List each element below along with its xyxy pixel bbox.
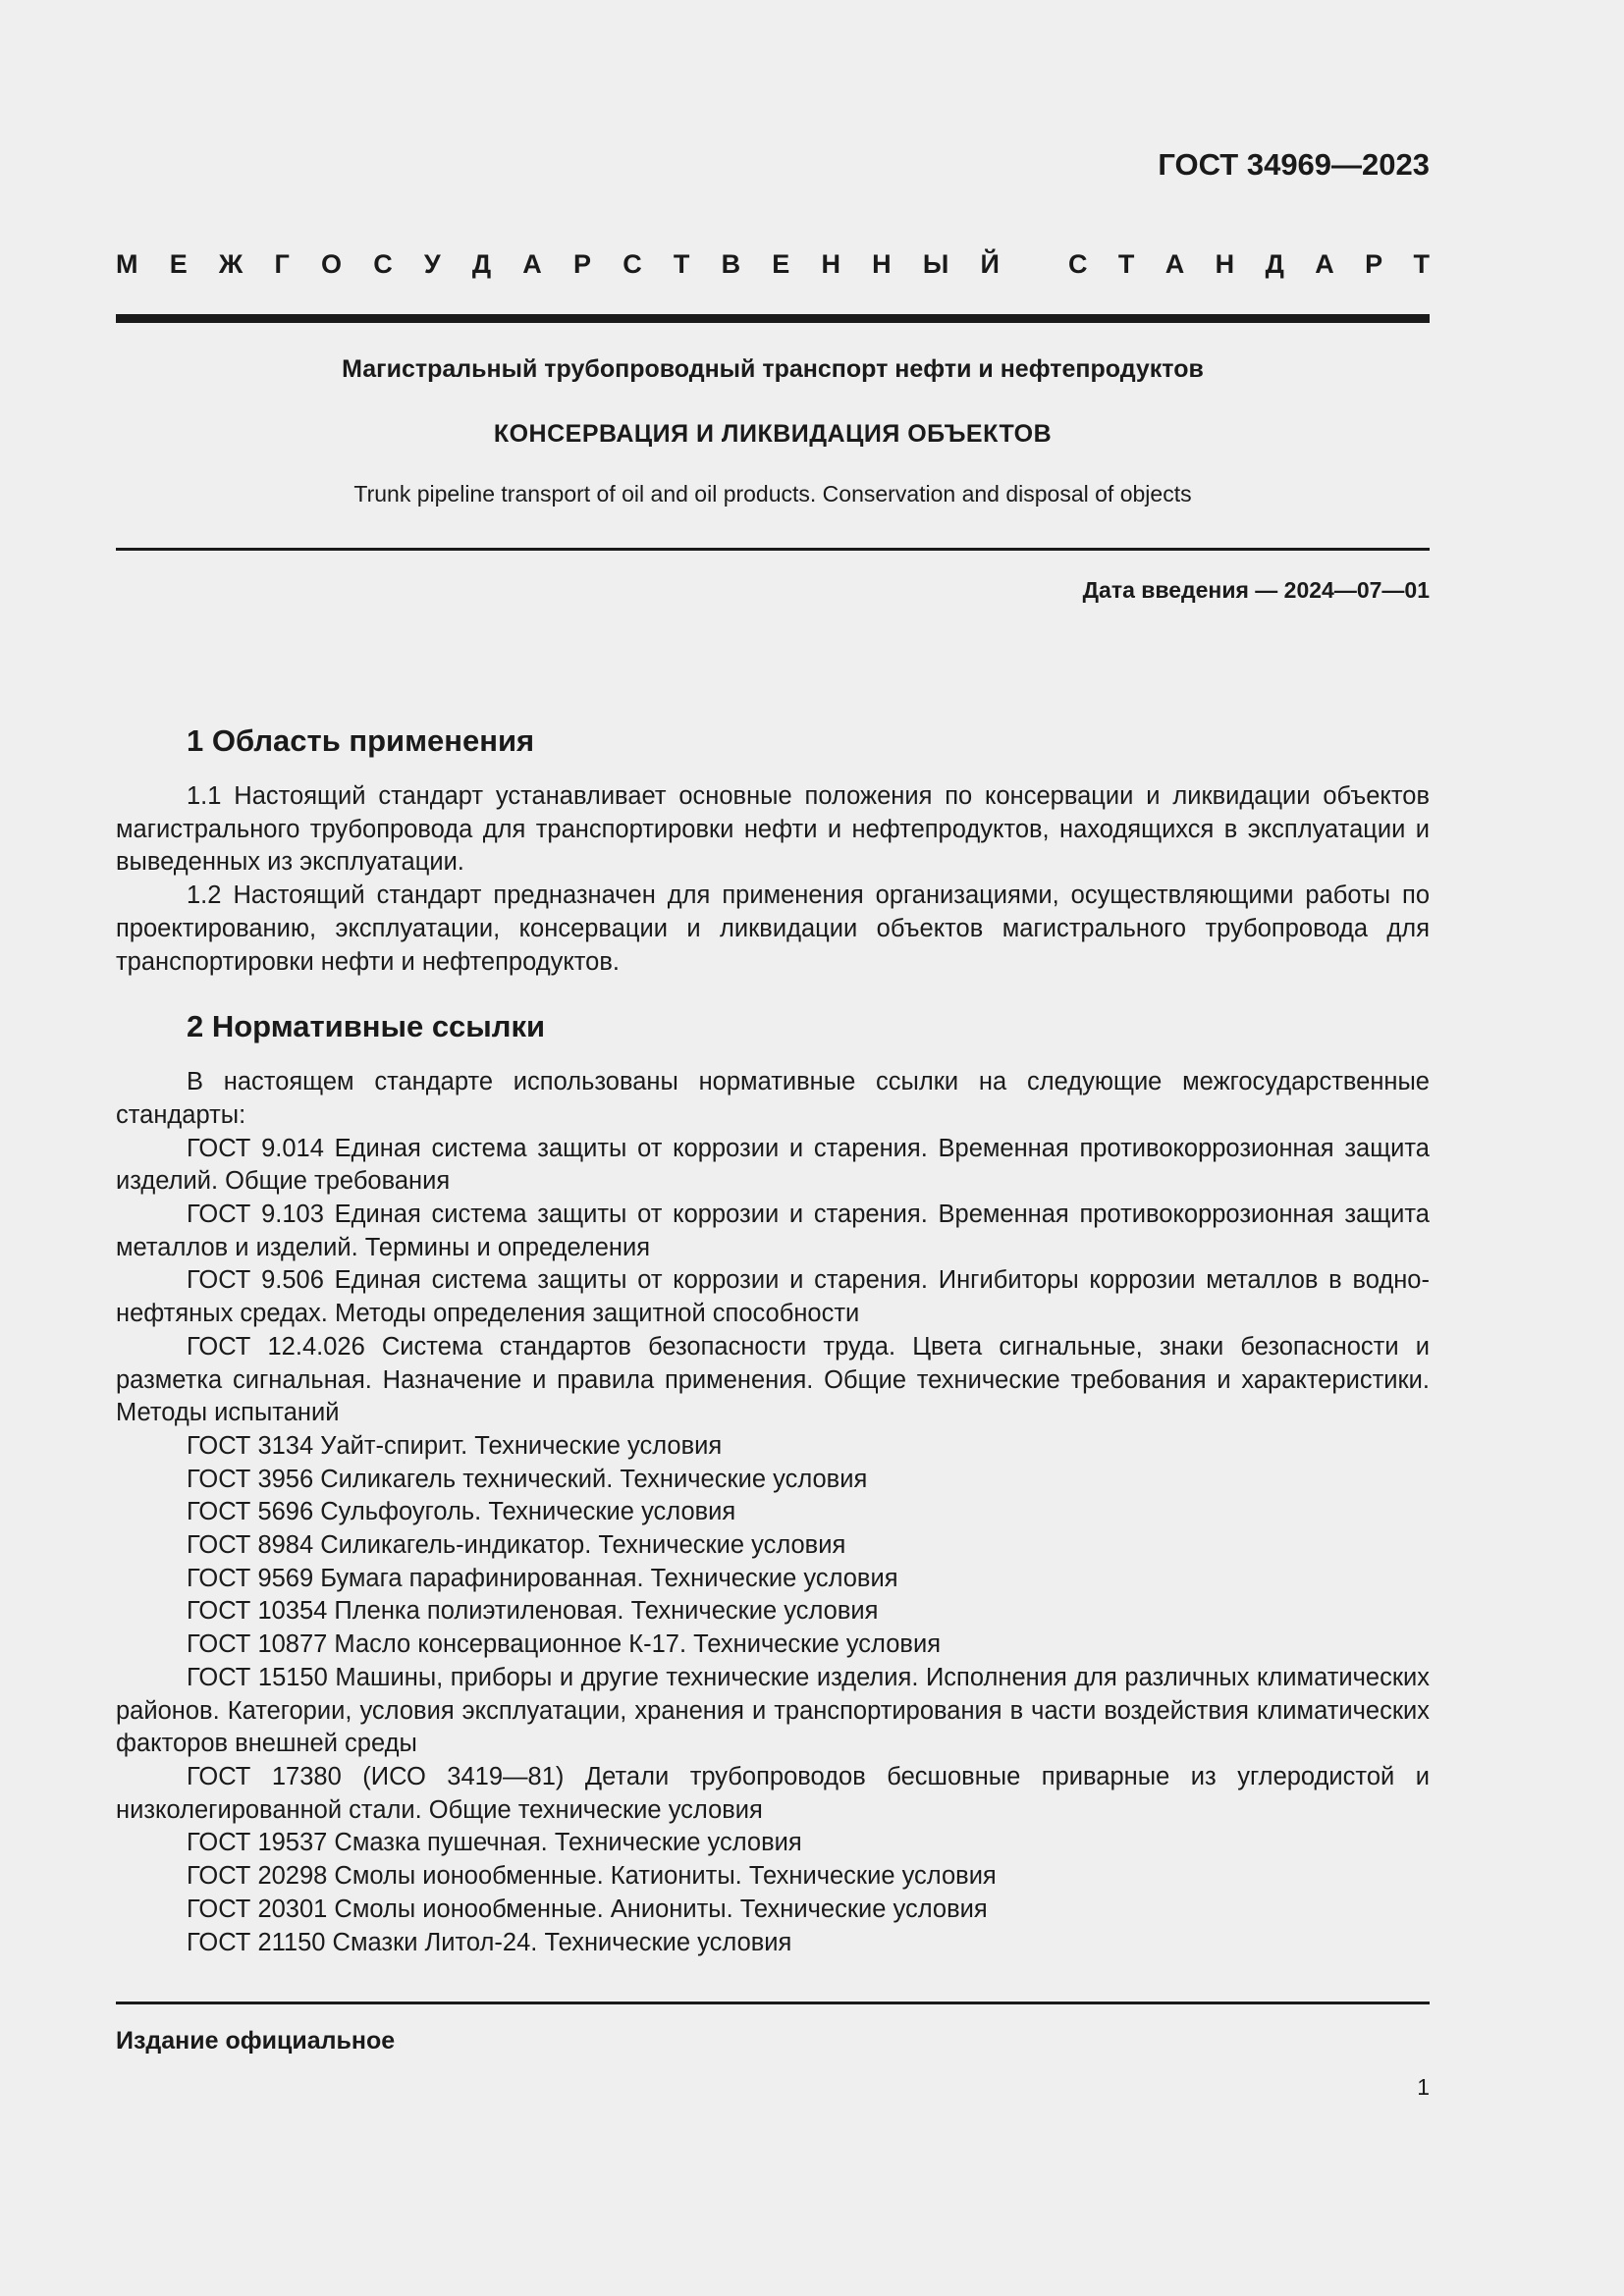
reference-item: ГОСТ 17380 (ИСО 3419—81) Детали трубопроводов бесшовные приварные из углеродистой и низколегированной стали. Общие технические условия (116, 1762, 1430, 1824)
banner-letter: Ж (218, 249, 244, 279)
introduction-date: Дата введения — 2024—07—01 (1082, 577, 1430, 603)
banner-letter: С (373, 249, 393, 279)
document-title-english: Trunk pipeline transport of oil and oil products. Conservation and disposal of objects (353, 481, 1192, 507)
reference-item: ГОСТ 19537 Смазка пушечная. Технические условия (187, 1829, 802, 1857)
banner-letter: Й (980, 249, 1000, 279)
banner-letter: Е (772, 249, 790, 279)
reference-item: ГОСТ 15150 Машины, приборы и другие технические изделия. Исполнения для различных климатических районов. Категории, условия эксплуатации, хранения и транспортирования в части воздействия климатических факторов внешней среды (116, 1663, 1430, 1758)
reference-item: ГОСТ 21150 Смазки Литол-24. Технические условия (187, 1928, 792, 1956)
reference-item: ГОСТ 9.014 Единая система защиты от коррозии и старения. Временная противокоррозионная защита изделий. Общие требования (116, 1134, 1430, 1196)
reference-item: ГОСТ 5696 Сульфоуголь. Технические условия (187, 1498, 736, 1526)
banner-letter: А (1164, 249, 1185, 279)
banner-letter: А (1315, 249, 1334, 279)
banner-letter: В (721, 249, 741, 279)
banner-letter: Е (169, 249, 188, 279)
section-scope-body (116, 780, 1430, 979)
banner-letter: Д (471, 249, 492, 279)
banner-letter: Д (1265, 249, 1284, 279)
banner-letter: Т (1413, 249, 1430, 279)
page-number: 1 (1417, 2074, 1430, 2100)
banner-letter: Н (821, 249, 840, 279)
banner-letter: У (423, 249, 441, 279)
footer-divider (116, 2002, 1430, 2004)
reference-item: ГОСТ 9.103 Единая система защиты от коррозии и старения. Временная противокоррозионная защита металлов и изделий. Термины и определения (116, 1201, 1430, 1261)
banner-letter: С (623, 249, 642, 279)
reference-item: ГОСТ 8984 Силикагель-индикатор. Технические условия (187, 1531, 846, 1560)
title-divider (116, 548, 1430, 551)
document-number: ГОСТ 34969—2023 (1158, 147, 1430, 182)
banner-letter: А (522, 249, 542, 279)
reference-item: ГОСТ 20301 Смолы ионообменные. Аниониты. Технические условия (187, 1895, 988, 1923)
reference-item: ГОСТ 10354 Пленка полиэтиленовая. Технические условия (187, 1597, 879, 1626)
section-heading-references: 2 Нормативные ссылки (187, 1009, 546, 1044)
banner-letter: Н (872, 249, 892, 279)
banner-letter: Г (274, 249, 290, 279)
reference-item: ГОСТ 20298 Смолы ионообменные. Катиониты. Технические условия (187, 1862, 997, 1891)
reference-item: ГОСТ 3956 Силикагель технический. Технические условия (187, 1465, 868, 1493)
banner-word-standard (1068, 249, 1430, 280)
banner-letter: Р (572, 249, 591, 279)
banner-letter: Т (1117, 249, 1135, 279)
banner-letter: О (320, 249, 342, 279)
paragraph: 1.2 Настоящий стандарт предназначен для применения организациями, осуществляющими работы по проектированию, эксплуатации, консервации и ликвидации объектов магистрального трубопровода для транспортировки нефти и нефтепродуктов. (116, 881, 1430, 976)
banner-letter: Т (673, 249, 690, 279)
standard-type-banner (116, 249, 1430, 280)
banner-letter: Н (1215, 249, 1235, 279)
section-references-body (116, 1066, 1430, 1959)
reference-item: ГОСТ 9.506 Единая система защиты от коррозии и старения. Ингибиторы коррозии металлов в водно-нефтяных средах. Методы определения защитной способности (116, 1266, 1430, 1328)
section-heading-scope: 1 Область применения (187, 723, 535, 758)
document-body (116, 719, 1430, 1959)
document-subtitle: Магистральный трубопроводный транспорт нефти и нефтепродуктов (342, 355, 1204, 383)
banner-letter: М (116, 249, 138, 279)
banner-letter: Ы (922, 249, 949, 279)
reference-item: ГОСТ 10877 Масло консервационное К-17. Технические условия (187, 1630, 942, 1659)
banner-letter: С (1068, 249, 1088, 279)
paragraph: 1.1 Настоящий стандарт устанавливает основные положения по консервации и ликвидации объектов магистрального трубопровода для транспортировки нефти и нефтепродуктов, находящихся в эксплуатации и выведенных из эксплуатации. (116, 782, 1430, 877)
reference-item: ГОСТ 9569 Бумага парафинированная. Технические условия (187, 1564, 898, 1592)
header-divider-thick (116, 314, 1430, 323)
document-title: КОНСЕРВАЦИЯ И ЛИКВИДАЦИЯ ОБЪЕКТОВ (493, 420, 1053, 448)
official-edition-label: Издание официальное (116, 2027, 396, 2055)
references-intro: В настоящем стандарте использованы нормативные ссылки на следующие межгосударственные стандарты: (116, 1068, 1430, 1129)
reference-item: ГОСТ 3134 Уайт-спирит. Технические условия (187, 1431, 723, 1460)
reference-item: ГОСТ 12.4.026 Система стандартов безопасности труда. Цвета сигнальные, знаки безопасности и разметка сигнальная. Назначение и правила применения. Общие технические требования и характеристики. Методы испытаний (116, 1332, 1430, 1427)
banner-word-interstate (116, 249, 1000, 280)
banner-letter: Р (1365, 249, 1383, 279)
